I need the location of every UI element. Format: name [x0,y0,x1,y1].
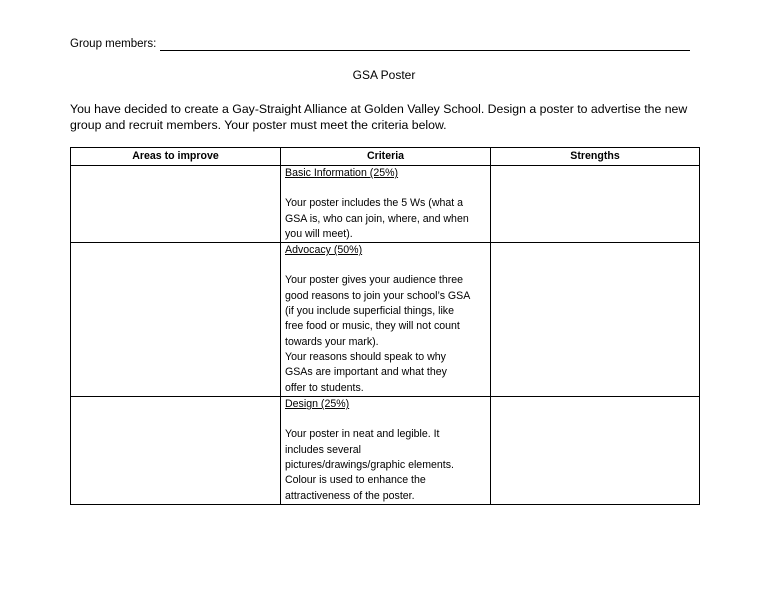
criteria-line: you will meet). [285,227,353,240]
criteria-heading: Design (25%) [285,398,350,411]
criteria-description [285,427,486,503]
criteria-line: Your poster gives your audience three [285,274,464,287]
criteria-line: attractiveness of the poster. [285,489,415,502]
group-members-blank[interactable] [160,38,690,51]
criteria-description [285,196,486,242]
table-row [71,243,700,397]
areas-to-improve-cell[interactable] [71,243,281,397]
criteria-line: Colour is used to enhance the [285,474,426,487]
areas-to-improve-cell[interactable] [71,166,281,243]
criteria-line: towards your mark). [285,335,379,348]
group-members-label: Group members: [70,38,157,50]
criteria-heading: Basic Information (25%) [285,167,399,179]
criteria-line: offer to students. [285,381,364,394]
criteria-line: free food or music, they will not count [285,320,460,333]
criteria-description [285,273,486,395]
column-header-areas-to-improve: Areas to improve [71,148,281,166]
strengths-cell[interactable] [491,397,700,505]
table-row [71,166,700,243]
criteria-cell [281,166,491,243]
criteria-line: Your poster includes the 5 Ws (what a [285,197,464,210]
criteria-line: good reasons to join your school’s GSA [285,289,471,302]
criteria-line: GSA is, who can join, where, and when [285,212,469,225]
criteria-cell [281,243,491,397]
rubric-header-row [71,148,700,166]
intro-paragraph: You have decided to create a Gay-Straight Alliance at Golden Valley School. Design a poster to advertise the new group and recruit members. Your poster must meet the criteria below. [70,102,688,132]
column-header-criteria: Criteria [281,148,491,166]
strengths-cell[interactable] [491,243,700,397]
criteria-line: Your poster in neat and legible. It [285,428,440,441]
column-header-strengths: Strengths [491,148,700,166]
rubric-table [70,147,700,505]
page-title: GSA Poster [352,68,416,82]
criteria-line: (if you include superficial things, like [285,305,454,318]
criteria-line: Your reasons should speak to why [285,350,446,363]
criteria-cell [281,397,491,505]
criteria-line: includes several [285,443,361,456]
areas-to-improve-cell[interactable] [71,397,281,505]
criteria-heading: Advocacy (50%) [285,244,363,257]
criteria-line: pictures/drawings/graphic elements. [285,459,454,472]
strengths-cell[interactable] [491,166,700,243]
group-members-line [70,35,690,51]
criteria-line: GSAs are important and what they [285,366,447,379]
table-row [71,397,700,505]
